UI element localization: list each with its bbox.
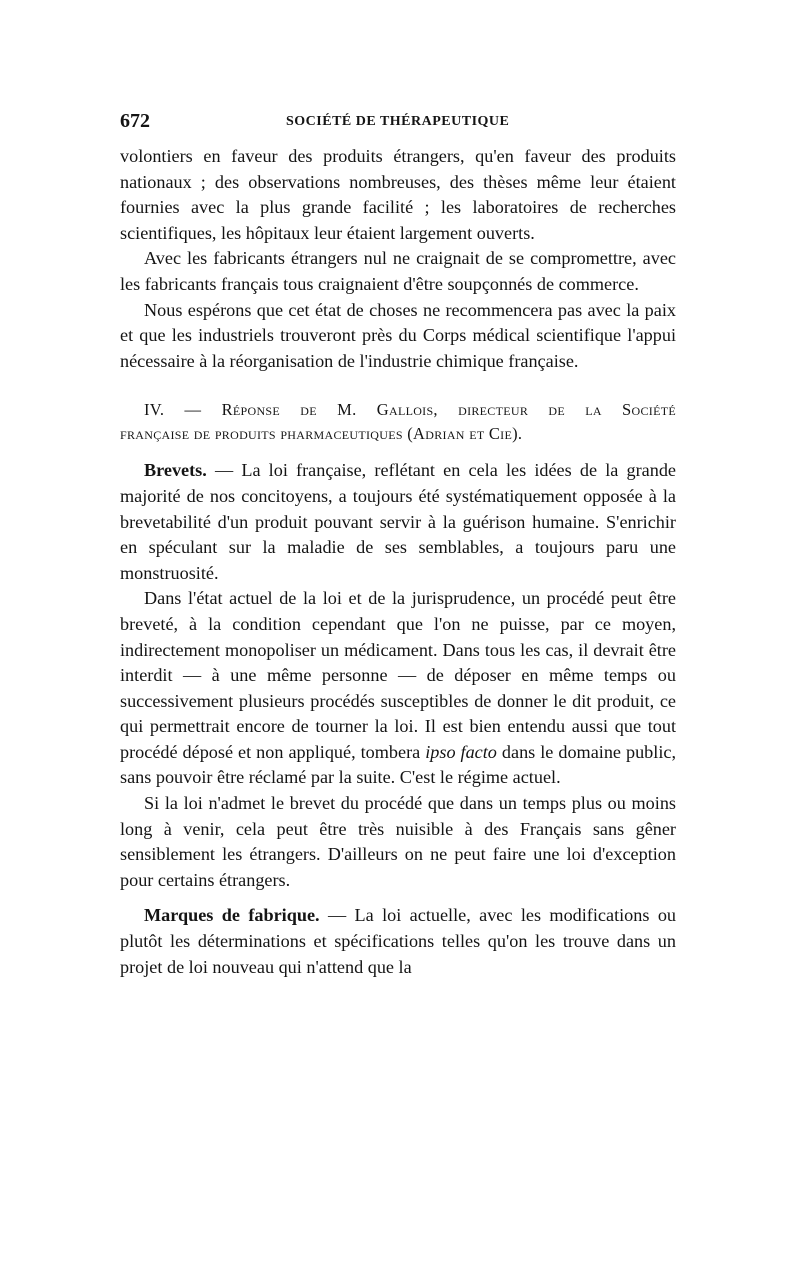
paragraph: Avec les fabricants étrangers nul ne craignait de se compromettre, avec les fabricants français tous craignaient d'être soupçonnés de commerce. xyxy=(120,248,676,294)
paragraph-text: — La loi actuelle, avec les modifications ou plutôt les déterminations et spécifications telles qu'on les trouve dans un projet de loi nouveau qui n'attend que la xyxy=(120,905,677,977)
section-heading-line: IV. — Réponse de M. Gallois, directeur de la Société xyxy=(144,400,676,420)
paragraph-text: — La loi française, reflétant en cela les idées de la grande majorité de nos concitoyens, a toujours été systématiquement opposée à la brevetabilité d'un produit pouvant servir à la guérison humaine. S'enrichir en spéculant sur la maladie de ses semblables, a toujours paru une monstruosité. xyxy=(120,460,676,583)
paragraph-text: Dans l'état actuel de la loi et de la jurisprudence, un procédé peut être breveté, à la condition cependant que l'on ne puisse, par ce moyen, indirectement monopoliser un médicament. Dans tous les cas, il devrait être interdit — à une même personne — de déposer en même temps ou successivement plusieurs procédés susceptibles de donner le dit produit, ce qui permettrait encore de tourner la loi. Il est bien entendu aussi que tout procédé déposé et non appliqué, tombera xyxy=(120,588,676,762)
spacer xyxy=(120,893,676,903)
paragraph: Si la loi n'admet le brevet du procédé que dans un temps plus ou moins long à venir, cela peut être très nuisible à des Français sans gêner sensiblement les étrangers. D'ailleurs on ne peut faire une loi d'exception pour certains étrangers. xyxy=(120,793,676,890)
section-heading-line: française de produits pharmaceutiques (Adrian et Cie). xyxy=(120,424,523,444)
italic-phrase: ipso facto xyxy=(425,741,497,762)
paragraph-brevets xyxy=(120,458,676,586)
paragraph-text: dans le domaine public, sans pouvoir être réclamé par la suite. C'est le régime actuel. xyxy=(120,741,676,788)
body-text xyxy=(120,144,676,980)
paragraph-marques xyxy=(120,903,676,980)
running-title: SOCIÉTÉ DE THÉRAPEUTIQUE xyxy=(286,114,510,129)
run-in-heading: Brevets. xyxy=(144,460,207,481)
page-number: 672 xyxy=(120,110,150,132)
section-heading xyxy=(120,398,676,446)
page xyxy=(120,110,676,980)
run-in-heading: Marques de fabrique. xyxy=(144,905,320,926)
running-head xyxy=(120,110,676,144)
paragraph xyxy=(120,586,676,791)
paragraph: Nous espérons que cet état de choses ne recommencera pas avec la paix et que les industriels trouveront près du Corps médical scientifique l'appui nécessaire à la réorganisation de l'industrie chimique française. xyxy=(120,299,676,371)
paragraph: volontiers en faveur des produits étrangers, qu'en faveur des produits nationaux ; des observations nombreuses, des thèses même leur étaient fournies avec la plus grande facilité ; les laboratoires de recherches scientifiques, les hôpitaux leur étaient largement ouverts. xyxy=(120,146,676,243)
